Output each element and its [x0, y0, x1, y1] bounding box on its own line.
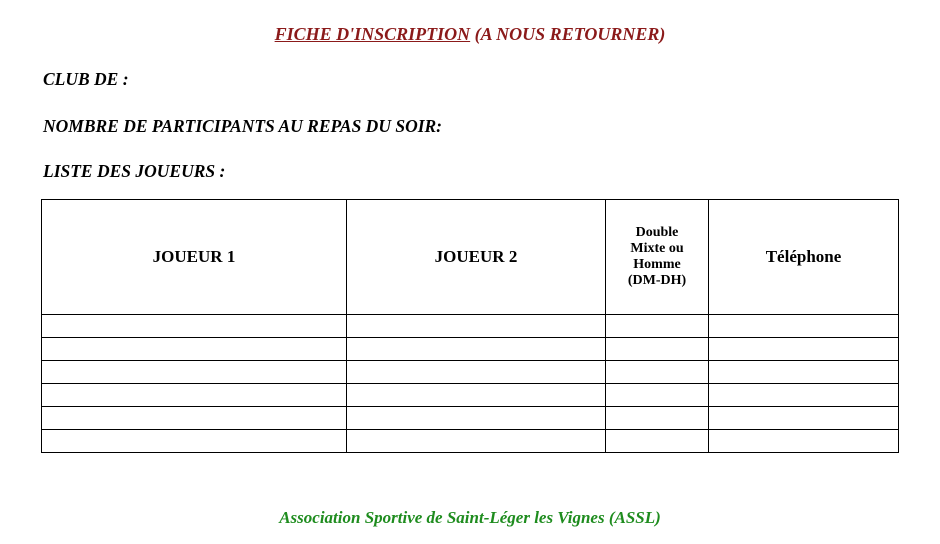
- cell-joueur-1[interactable]: [42, 384, 347, 407]
- cell-joueur-1[interactable]: [42, 338, 347, 361]
- table-row: [42, 384, 899, 407]
- cell-joueur-1[interactable]: [42, 407, 347, 430]
- cell-joueur-2[interactable]: [347, 315, 606, 338]
- cell-double-type[interactable]: [606, 384, 709, 407]
- table-row: [42, 315, 899, 338]
- cell-telephone[interactable]: [709, 407, 899, 430]
- cell-joueur-2[interactable]: [347, 384, 606, 407]
- header-telephone: Téléphone: [709, 200, 899, 315]
- cell-double-type[interactable]: [606, 315, 709, 338]
- cell-joueur-2[interactable]: [347, 407, 606, 430]
- table-row: [42, 430, 899, 453]
- cell-telephone[interactable]: [709, 384, 899, 407]
- cell-telephone[interactable]: [709, 338, 899, 361]
- players-list-label: LISTE DES JOUEURS :: [43, 161, 226, 181]
- repas-participants-label: NOMBRE DE PARTICIPANTS AU REPAS DU SOIR:: [43, 116, 443, 136]
- header-double-line-1: Double: [635, 225, 679, 240]
- players-table: [41, 199, 899, 453]
- cell-joueur-2[interactable]: [347, 430, 606, 453]
- cell-joueur-1[interactable]: [42, 361, 347, 384]
- association-footer: Association Sportive de Saint-Léger les Vignes (ASSL): [279, 508, 661, 527]
- table-row: [42, 407, 899, 430]
- cell-joueur-2[interactable]: [347, 338, 606, 361]
- table-row: [42, 338, 899, 361]
- cell-joueur-2[interactable]: [347, 361, 606, 384]
- form-title-note: (A NOUS RETOURNER): [470, 24, 666, 44]
- header-double-line-4: (DM-DH): [627, 273, 687, 288]
- header-double-line-3: Homme: [633, 257, 681, 272]
- header-joueur-2: JOUEUR 2: [347, 200, 606, 315]
- cell-joueur-1[interactable]: [42, 315, 347, 338]
- header-double-line-2: Mixte ou: [630, 241, 684, 256]
- cell-double-type[interactable]: [606, 361, 709, 384]
- table-header-row: [42, 200, 899, 315]
- cell-double-type[interactable]: [606, 407, 709, 430]
- form-title: [0, 22, 940, 46]
- cell-telephone[interactable]: [709, 315, 899, 338]
- cell-joueur-1[interactable]: [42, 430, 347, 453]
- header-joueur-1: JOUEUR 1: [42, 200, 347, 315]
- cell-double-type[interactable]: [606, 338, 709, 361]
- club-label: CLUB DE :: [43, 69, 129, 89]
- header-double-type: [606, 200, 709, 315]
- cell-telephone[interactable]: [709, 361, 899, 384]
- table-row: [42, 361, 899, 384]
- cell-double-type[interactable]: [606, 430, 709, 453]
- form-title-main: FICHE D'INSCRIPTION: [274, 24, 471, 44]
- cell-telephone[interactable]: [709, 430, 899, 453]
